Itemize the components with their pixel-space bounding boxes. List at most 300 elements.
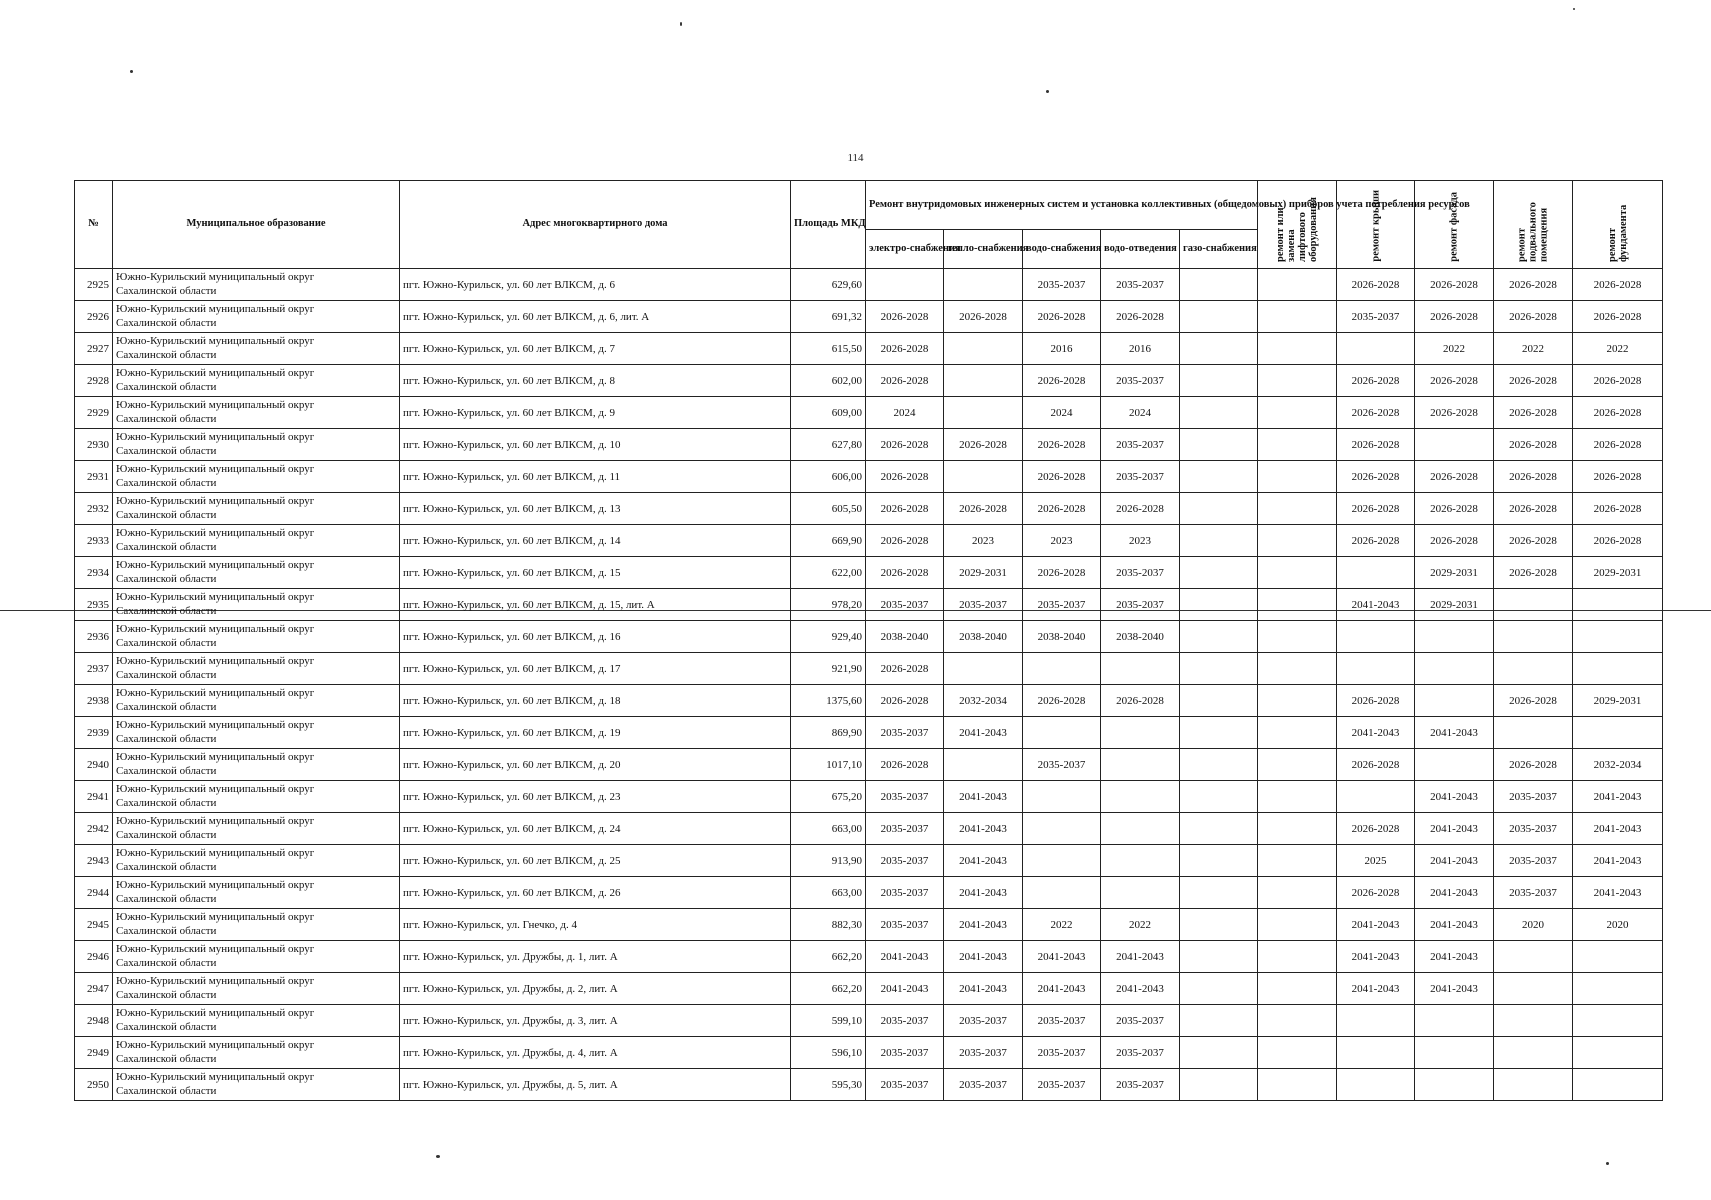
area-cell: 627,80: [791, 429, 866, 461]
header-gas: газо-снабжения: [1180, 230, 1258, 269]
basement-cell: 2020: [1494, 909, 1573, 941]
water-cell: 2026-2028: [1023, 365, 1101, 397]
electric-cell: 2024: [866, 397, 944, 429]
area-cell: 606,00: [791, 461, 866, 493]
municipality-line-1: Южно-Курильский муниципальный округ: [116, 1070, 315, 1083]
roof-cell: 2026-2028: [1337, 397, 1415, 429]
electric-cell: 2038-2040: [866, 621, 944, 653]
electric-cell: 2026-2028: [866, 525, 944, 557]
roof-cell: 2026-2028: [1337, 749, 1415, 781]
heat-cell: 2035-2037: [944, 1069, 1023, 1101]
header-foundation-label: ремонт фундамента: [1606, 204, 1629, 262]
municipality-line-1: Южно-Курильский муниципальный округ: [116, 910, 315, 923]
municipality-line-2: Сахалинской области: [116, 476, 217, 489]
row-number: 2929: [75, 397, 113, 429]
header-sewer: водо-отведения: [1101, 230, 1180, 269]
electric-cell: 2026-2028: [866, 365, 944, 397]
sewer-cell: 2035-2037: [1101, 1069, 1180, 1101]
elevator-cell: [1258, 685, 1337, 717]
sewer-cell: 2026-2028: [1101, 493, 1180, 525]
municipality-line-2: Сахалинской области: [116, 380, 217, 393]
address-cell: пгт. Южно-Курильск, ул. 60 лет ВЛКСМ, д. 17: [400, 653, 791, 685]
header-row-1: [75, 181, 1663, 230]
sewer-cell: [1101, 717, 1180, 749]
foundation-cell: 2032-2034: [1573, 749, 1663, 781]
heat-cell: 2038-2040: [944, 621, 1023, 653]
foundation-cell: 2026-2028: [1573, 301, 1663, 333]
table-row: [75, 429, 1663, 461]
gas-cell: [1180, 717, 1258, 749]
elevator-cell: [1258, 621, 1337, 653]
row-number: 2946: [75, 941, 113, 973]
table-row: [75, 365, 1663, 397]
address-cell: пгт. Южно-Курильск, ул. 60 лет ВЛКСМ, д. 6, лит. А: [400, 301, 791, 333]
foundation-cell: [1573, 941, 1663, 973]
heat-cell: 2041-2043: [944, 717, 1023, 749]
table-row: [75, 1069, 1663, 1101]
row-number: 2937: [75, 653, 113, 685]
table-row: [75, 941, 1663, 973]
row-number: 2945: [75, 909, 113, 941]
elevator-cell: [1258, 909, 1337, 941]
sewer-cell: 2035-2037: [1101, 429, 1180, 461]
facade-cell: [1415, 1069, 1494, 1101]
area-cell: 1375,60: [791, 685, 866, 717]
foundation-cell: 2041-2043: [1573, 877, 1663, 909]
water-cell: [1023, 877, 1101, 909]
sewer-cell: [1101, 781, 1180, 813]
foundation-cell: 2026-2028: [1573, 525, 1663, 557]
municipality-line-2: Сахалинской области: [116, 764, 217, 777]
gas-cell: [1180, 1005, 1258, 1037]
municipality-cell: [113, 685, 400, 717]
municipality-line-2: Сахалинской области: [116, 796, 217, 809]
area-cell: 882,30: [791, 909, 866, 941]
municipality-line-1: Южно-Курильский муниципальный округ: [116, 846, 315, 859]
roof-cell: 2026-2028: [1337, 877, 1415, 909]
municipality-cell: [113, 461, 400, 493]
row-number: 2931: [75, 461, 113, 493]
water-cell: 2041-2043: [1023, 941, 1101, 973]
electric-cell: 2026-2028: [866, 429, 944, 461]
scan-speck: [1046, 90, 1049, 93]
elevator-cell: [1258, 365, 1337, 397]
sewer-cell: 2035-2037: [1101, 557, 1180, 589]
sewer-cell: 2035-2037: [1101, 1005, 1180, 1037]
foundation-cell: [1573, 717, 1663, 749]
table-row: [75, 781, 1663, 813]
municipality-line-1: Южно-Курильский муниципальный округ: [116, 622, 315, 635]
basement-cell: 2026-2028: [1494, 397, 1573, 429]
area-cell: 669,90: [791, 525, 866, 557]
sewer-cell: 2024: [1101, 397, 1180, 429]
electric-cell: 2035-2037: [866, 589, 944, 621]
basement-cell: 2026-2028: [1494, 365, 1573, 397]
water-cell: 2026-2028: [1023, 429, 1101, 461]
heat-cell: 2023: [944, 525, 1023, 557]
municipality-cell: [113, 877, 400, 909]
municipality-line-1: Южно-Курильский муниципальный округ: [116, 974, 315, 987]
row-number: 2948: [75, 1005, 113, 1037]
facade-cell: 2041-2043: [1415, 845, 1494, 877]
municipality-cell: [113, 653, 400, 685]
facade-cell: 2041-2043: [1415, 941, 1494, 973]
roof-cell: 2026-2028: [1337, 461, 1415, 493]
water-cell: [1023, 717, 1101, 749]
electric-cell: 2026-2028: [866, 461, 944, 493]
row-number: 2938: [75, 685, 113, 717]
elevator-cell: [1258, 1005, 1337, 1037]
electric-cell: 2026-2028: [866, 301, 944, 333]
basement-cell: 2026-2028: [1494, 269, 1573, 301]
foundation-cell: 2041-2043: [1573, 813, 1663, 845]
sewer-cell: 2038-2040: [1101, 621, 1180, 653]
elevator-cell: [1258, 941, 1337, 973]
facade-cell: 2029-2031: [1415, 589, 1494, 621]
municipality-line-2: Сахалинской области: [116, 828, 217, 841]
address-cell: пгт. Южно-Курильск, ул. 60 лет ВЛКСМ, д. 19: [400, 717, 791, 749]
foundation-cell: 2026-2028: [1573, 461, 1663, 493]
area-cell: 596,10: [791, 1037, 866, 1069]
municipality-cell: [113, 333, 400, 365]
municipality-line-2: Сахалинской области: [116, 316, 217, 329]
municipality-cell: [113, 909, 400, 941]
elevator-cell: [1258, 813, 1337, 845]
sewer-cell: [1101, 845, 1180, 877]
roof-cell: 2041-2043: [1337, 589, 1415, 621]
municipality-cell: [113, 429, 400, 461]
water-cell: 2026-2028: [1023, 461, 1101, 493]
electric-cell: 2041-2043: [866, 941, 944, 973]
elevator-cell: [1258, 461, 1337, 493]
table-row: [75, 461, 1663, 493]
facade-cell: [1415, 749, 1494, 781]
area-cell: 605,50: [791, 493, 866, 525]
municipality-line-2: Сахалинской области: [116, 348, 217, 361]
water-cell: 2041-2043: [1023, 973, 1101, 1005]
table-row: [75, 621, 1663, 653]
table-row: [75, 813, 1663, 845]
elevator-cell: [1258, 397, 1337, 429]
municipality-line-1: Южно-Курильский муниципальный округ: [116, 942, 315, 955]
municipality-line-2: Сахалинской области: [116, 668, 217, 681]
facade-cell: 2041-2043: [1415, 813, 1494, 845]
address-cell: пгт. Южно-Курильск, ул. 60 лет ВЛКСМ, д. 15: [400, 557, 791, 589]
heat-cell: 2032-2034: [944, 685, 1023, 717]
basement-cell: 2035-2037: [1494, 781, 1573, 813]
electric-cell: 2035-2037: [866, 877, 944, 909]
municipality-cell: [113, 301, 400, 333]
table-row: [75, 557, 1663, 589]
row-number: 2930: [75, 429, 113, 461]
municipality-line-2: Сахалинской области: [116, 956, 217, 969]
electric-cell: 2026-2028: [866, 557, 944, 589]
address-cell: пгт. Южно-Курильск, ул. Дружбы, д. 2, лит. А: [400, 973, 791, 1005]
roof-cell: 2041-2043: [1337, 973, 1415, 1005]
electric-cell: 2035-2037: [866, 1005, 944, 1037]
header-elevator: [1258, 181, 1337, 269]
roof-cell: [1337, 1069, 1415, 1101]
facade-cell: 2029-2031: [1415, 557, 1494, 589]
electric-cell: 2041-2043: [866, 973, 944, 1005]
header-facade: [1415, 181, 1494, 269]
table-row: [75, 269, 1663, 301]
heat-cell: 2041-2043: [944, 845, 1023, 877]
municipality-line-2: Сахалинской области: [116, 636, 217, 649]
municipality-line-1: Южно-Курильский муниципальный округ: [116, 366, 315, 379]
water-cell: [1023, 653, 1101, 685]
municipality-line-2: Сахалинской области: [116, 1052, 217, 1065]
municipality-line-1: Южно-Курильский муниципальный округ: [116, 590, 315, 603]
elevator-cell: [1258, 525, 1337, 557]
municipality-line-1: Южно-Курильский муниципальный округ: [116, 270, 315, 283]
municipality-cell: [113, 525, 400, 557]
heat-cell: 2035-2037: [944, 1037, 1023, 1069]
basement-cell: [1494, 1069, 1573, 1101]
electric-cell: 2035-2037: [866, 717, 944, 749]
water-cell: 2035-2037: [1023, 749, 1101, 781]
heat-cell: 2029-2031: [944, 557, 1023, 589]
municipality-line-1: Южно-Курильский муниципальный округ: [116, 558, 315, 571]
municipality-line-2: Сахалинской области: [116, 412, 217, 425]
sewer-cell: 2035-2037: [1101, 365, 1180, 397]
scan-speck: [436, 1155, 440, 1158]
gas-cell: [1180, 653, 1258, 685]
area-cell: 609,00: [791, 397, 866, 429]
basement-cell: 2035-2037: [1494, 813, 1573, 845]
foundation-cell: [1573, 1037, 1663, 1069]
foundation-cell: [1573, 621, 1663, 653]
sewer-cell: [1101, 813, 1180, 845]
foundation-cell: 2026-2028: [1573, 397, 1663, 429]
municipality-cell: [113, 813, 400, 845]
basement-cell: [1494, 1037, 1573, 1069]
elevator-cell: [1258, 973, 1337, 1005]
foundation-cell: 2041-2043: [1573, 845, 1663, 877]
area-cell: 913,90: [791, 845, 866, 877]
water-cell: 2035-2037: [1023, 1069, 1101, 1101]
address-cell: пгт. Южно-Курильск, ул. 60 лет ВЛКСМ, д. 15, лит. А: [400, 589, 791, 621]
roof-cell: [1337, 1037, 1415, 1069]
heat-cell: [944, 461, 1023, 493]
address-cell: пгт. Южно-Курильск, ул. 60 лет ВЛКСМ, д. 11: [400, 461, 791, 493]
elevator-cell: [1258, 877, 1337, 909]
header-no: №: [75, 181, 113, 269]
table-row: [75, 1037, 1663, 1069]
heat-cell: [944, 365, 1023, 397]
electric-cell: 2026-2028: [866, 685, 944, 717]
address-cell: пгт. Южно-Курильск, ул. 60 лет ВЛКСМ, д. 14: [400, 525, 791, 557]
sewer-cell: 2041-2043: [1101, 973, 1180, 1005]
water-cell: 2026-2028: [1023, 301, 1101, 333]
heat-cell: 2041-2043: [944, 909, 1023, 941]
gas-cell: [1180, 685, 1258, 717]
table-row: [75, 397, 1663, 429]
water-cell: 2035-2037: [1023, 589, 1101, 621]
scan-speck: [1573, 8, 1575, 10]
electric-cell: 2035-2037: [866, 909, 944, 941]
header-engineering-group: Ремонт внутридомовых инженерных систем и установка коллективных (общедомовых) приборов учета потребления ресурсов: [866, 181, 1258, 230]
facade-cell: 2041-2043: [1415, 909, 1494, 941]
municipality-cell: [113, 717, 400, 749]
row-number: 2936: [75, 621, 113, 653]
elevator-cell: [1258, 749, 1337, 781]
municipality-line-1: Южно-Курильский муниципальный округ: [116, 462, 315, 475]
municipality-line-1: Южно-Курильский муниципальный округ: [116, 302, 315, 315]
elevator-cell: [1258, 589, 1337, 621]
facade-cell: 2041-2043: [1415, 717, 1494, 749]
row-number: 2925: [75, 269, 113, 301]
basement-cell: [1494, 973, 1573, 1005]
municipality-line-1: Южно-Курильский муниципальный округ: [116, 750, 315, 763]
gas-cell: [1180, 557, 1258, 589]
foundation-cell: [1573, 973, 1663, 1005]
scan-speck: [130, 70, 133, 73]
electric-cell: 2026-2028: [866, 493, 944, 525]
electric-cell: 2035-2037: [866, 813, 944, 845]
sewer-cell: 2016: [1101, 333, 1180, 365]
gas-cell: [1180, 301, 1258, 333]
water-cell: 2022: [1023, 909, 1101, 941]
gas-cell: [1180, 781, 1258, 813]
header-electric: электро-снабжения: [866, 230, 944, 269]
municipality-line-1: Южно-Курильский муниципальный округ: [116, 718, 315, 731]
municipality-line-1: Южно-Курильский муниципальный округ: [116, 1006, 315, 1019]
municipality-line-1: Южно-Курильский муниципальный округ: [116, 814, 315, 827]
gas-cell: [1180, 1037, 1258, 1069]
row-number: 2950: [75, 1069, 113, 1101]
row-number: 2942: [75, 813, 113, 845]
roof-cell: [1337, 1005, 1415, 1037]
basement-cell: [1494, 589, 1573, 621]
basement-cell: 2026-2028: [1494, 493, 1573, 525]
basement-cell: [1494, 653, 1573, 685]
facade-cell: 2026-2028: [1415, 397, 1494, 429]
gas-cell: [1180, 461, 1258, 493]
basement-cell: [1494, 621, 1573, 653]
sewer-cell: 2035-2037: [1101, 461, 1180, 493]
facade-cell: [1415, 685, 1494, 717]
gas-cell: [1180, 397, 1258, 429]
roof-cell: 2026-2028: [1337, 269, 1415, 301]
address-cell: пгт. Южно-Курильск, ул. 60 лет ВЛКСМ, д. 6: [400, 269, 791, 301]
foundation-cell: 2026-2028: [1573, 429, 1663, 461]
row-number: 2933: [75, 525, 113, 557]
municipality-line-2: Сахалинской области: [116, 284, 217, 297]
header-basement: [1494, 181, 1573, 269]
foundation-cell: 2041-2043: [1573, 781, 1663, 813]
address-cell: пгт. Южно-Курильск, ул. 60 лет ВЛКСМ, д. 10: [400, 429, 791, 461]
header-heat: тепло-снабжения: [944, 230, 1023, 269]
roof-cell: [1337, 621, 1415, 653]
roof-cell: 2026-2028: [1337, 813, 1415, 845]
heat-cell: 2041-2043: [944, 877, 1023, 909]
facade-cell: 2022: [1415, 333, 1494, 365]
table-row: [75, 717, 1663, 749]
sewer-cell: 2035-2037: [1101, 1037, 1180, 1069]
municipality-cell: [113, 493, 400, 525]
water-cell: 2024: [1023, 397, 1101, 429]
municipality-cell: [113, 365, 400, 397]
gas-cell: [1180, 365, 1258, 397]
address-cell: пгт. Южно-Курильск, ул. Дружбы, д. 1, лит. А: [400, 941, 791, 973]
table-row: [75, 973, 1663, 1005]
row-number: 2935: [75, 589, 113, 621]
municipality-cell: [113, 973, 400, 1005]
roof-cell: [1337, 781, 1415, 813]
heat-cell: 2041-2043: [944, 813, 1023, 845]
municipality-line-2: Сахалинской области: [116, 732, 217, 745]
water-cell: 2023: [1023, 525, 1101, 557]
water-cell: 2016: [1023, 333, 1101, 365]
municipality-line-1: Южно-Курильский муниципальный округ: [116, 430, 315, 443]
row-number: 2928: [75, 365, 113, 397]
municipality-line-2: Сахалинской области: [116, 508, 217, 521]
header-foundation: [1573, 181, 1663, 269]
table-row: [75, 493, 1663, 525]
address-cell: пгт. Южно-Курильск, ул. 60 лет ВЛКСМ, д. 18: [400, 685, 791, 717]
municipality-line-1: Южно-Курильский муниципальный округ: [116, 526, 315, 539]
heat-cell: 2035-2037: [944, 1005, 1023, 1037]
municipality-line-1: Южно-Курильский муниципальный округ: [116, 1038, 315, 1051]
municipality-line-2: Сахалинской области: [116, 572, 217, 585]
area-cell: 602,00: [791, 365, 866, 397]
foundation-cell: 2026-2028: [1573, 493, 1663, 525]
foundation-cell: 2022: [1573, 333, 1663, 365]
area-cell: 615,50: [791, 333, 866, 365]
basement-cell: 2035-2037: [1494, 845, 1573, 877]
table-row: [75, 877, 1663, 909]
foundation-cell: [1573, 1005, 1663, 1037]
municipality-cell: [113, 1005, 400, 1037]
roof-cell: 2026-2028: [1337, 493, 1415, 525]
facade-cell: 2026-2028: [1415, 269, 1494, 301]
area-cell: 599,10: [791, 1005, 866, 1037]
municipality-line-2: Сахалинской области: [116, 1020, 217, 1033]
municipality-line-1: Южно-Курильский муниципальный округ: [116, 782, 315, 795]
facade-cell: [1415, 1037, 1494, 1069]
header-basement-label: ремонт подвального помещения: [1516, 202, 1550, 262]
roof-cell: [1337, 653, 1415, 685]
area-cell: 662,20: [791, 973, 866, 1005]
facade-cell: 2026-2028: [1415, 301, 1494, 333]
facade-cell: 2026-2028: [1415, 461, 1494, 493]
row-number: 2940: [75, 749, 113, 781]
address-cell: пгт. Южно-Курильск, ул. 60 лет ВЛКСМ, д. 26: [400, 877, 791, 909]
foundation-cell: [1573, 1069, 1663, 1101]
basement-cell: 2022: [1494, 333, 1573, 365]
scan-speck: [1606, 1162, 1609, 1165]
address-cell: пгт. Южно-Курильск, ул. Гнечко, д. 4: [400, 909, 791, 941]
sewer-cell: 2022: [1101, 909, 1180, 941]
gas-cell: [1180, 749, 1258, 781]
area-cell: 622,00: [791, 557, 866, 589]
municipality-cell: [113, 781, 400, 813]
area-cell: 978,20: [791, 589, 866, 621]
facade-cell: 2041-2043: [1415, 781, 1494, 813]
electric-cell: 2035-2037: [866, 1069, 944, 1101]
heat-cell: [944, 397, 1023, 429]
header-area: Площадь МКД: [791, 181, 866, 269]
gas-cell: [1180, 1069, 1258, 1101]
heat-cell: 2026-2028: [944, 429, 1023, 461]
area-cell: 869,90: [791, 717, 866, 749]
facade-cell: 2041-2043: [1415, 973, 1494, 1005]
foundation-cell: 2026-2028: [1573, 269, 1663, 301]
address-cell: пгт. Южно-Курильск, ул. 60 лет ВЛКСМ, д. 23: [400, 781, 791, 813]
gas-cell: [1180, 973, 1258, 1005]
sewer-cell: 2041-2043: [1101, 941, 1180, 973]
